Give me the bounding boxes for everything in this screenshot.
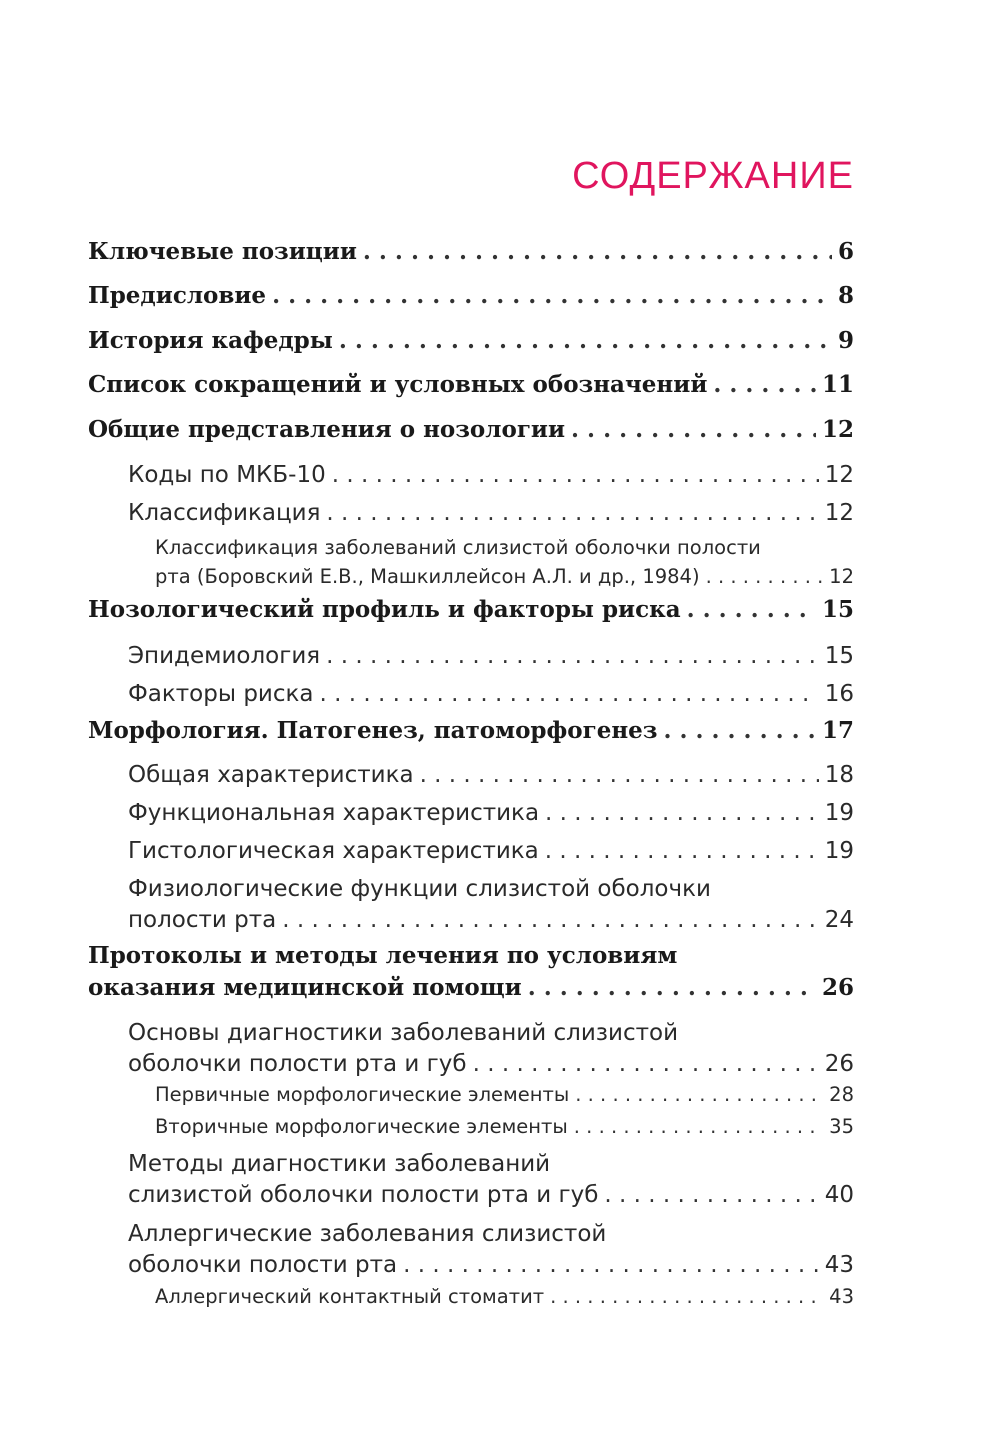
- toc-page-number: 12: [821, 416, 854, 443]
- dot-leader: [320, 679, 819, 710]
- toc-page-number: 6: [837, 238, 854, 265]
- toc-page-number: 11: [821, 371, 854, 398]
- dot-leader: [550, 1282, 823, 1311]
- toc-page-number: 17: [821, 717, 854, 744]
- dot-leader: [528, 972, 816, 1004]
- toc-page-number: 35: [829, 1115, 854, 1138]
- dot-leader: [663, 715, 816, 747]
- toc-entry-title: Вторичные морфологические элементы: [155, 1115, 568, 1138]
- toc-entry-title-first-line: Классификация заболеваний слизистой оболочки полости: [155, 536, 761, 559]
- toc-entry-title-first-line: Аллергические заболевания слизистой: [128, 1221, 607, 1247]
- toc-entry-title: слизистой оболочки полости рта и губ: [128, 1182, 599, 1208]
- toc-entry-title: Общие представления о нозологии: [88, 416, 566, 443]
- toc-page-number: 43: [824, 1252, 854, 1278]
- toc-entry-title: Функциональная характеристика: [128, 800, 540, 826]
- dot-leader: [339, 325, 832, 357]
- dot-leader: [272, 280, 832, 312]
- dot-leader: [604, 1180, 818, 1211]
- toc-entry-level-1[interactable]: [88, 325, 854, 357]
- toc-page-number: 16: [824, 681, 854, 707]
- toc-entry-title: История кафедры: [88, 327, 333, 354]
- toc-entry-level-2[interactable]: [88, 760, 854, 791]
- toc-entry-title: Предисловие: [88, 282, 267, 309]
- toc-page-number: 28: [829, 1083, 854, 1106]
- dot-leader: [571, 414, 816, 446]
- toc-entry-level-2[interactable]: [88, 1149, 854, 1211]
- toc-entry-title: Ключевые позиции: [88, 238, 357, 265]
- toc-entry-title: оказания медицинской помощи: [88, 974, 522, 1001]
- toc-entry-level-1[interactable]: [88, 369, 854, 401]
- toc-entry-level-1[interactable]: [88, 236, 854, 268]
- toc-entry-level-2[interactable]: [88, 836, 854, 867]
- toc-entry-level-3[interactable]: [88, 1112, 854, 1141]
- toc-entry-level-2[interactable]: [88, 641, 854, 672]
- dot-leader: [574, 1112, 823, 1141]
- toc-entry-title: Аллергический контактный стоматит: [155, 1285, 545, 1308]
- dot-leader: [687, 594, 816, 626]
- toc-entry-title: полости рта: [128, 907, 277, 933]
- toc-entry-title: Факторы риска: [128, 681, 314, 707]
- toc-page-number: 19: [824, 800, 854, 826]
- toc-page-number: 40: [824, 1182, 854, 1208]
- page-title: СОДЕРЖАНИЕ: [572, 155, 854, 197]
- toc-page-number: 8: [837, 282, 854, 309]
- toc-page-number: 26: [821, 974, 854, 1001]
- toc-entry-level-1[interactable]: [88, 594, 854, 626]
- dot-leader: [545, 836, 819, 867]
- toc-page-number: 15: [824, 643, 854, 669]
- toc-page-number: 18: [824, 762, 854, 788]
- dot-leader: [403, 1250, 819, 1281]
- toc-entry-level-1[interactable]: [88, 715, 854, 747]
- toc-entry-level-1[interactable]: [88, 280, 854, 312]
- toc-entry-title-first-line: Основы диагностики заболеваний слизистой: [128, 1020, 679, 1046]
- toc-entry-title: Коды по МКБ-10: [128, 462, 326, 488]
- toc-entry-level-1[interactable]: [88, 940, 854, 1004]
- dot-leader: [326, 641, 819, 672]
- toc-entry-level-2[interactable]: [88, 798, 854, 829]
- toc-page-number: 19: [824, 838, 854, 864]
- toc-entry-level-2[interactable]: [88, 460, 854, 491]
- toc-page-number: 15: [821, 596, 854, 623]
- toc-entry-title: Список сокращений и условных обозначений: [88, 371, 708, 398]
- toc-entry-title: оболочки полости рта: [128, 1252, 398, 1278]
- toc-page-number: 12: [829, 565, 854, 588]
- toc-entry-level-1[interactable]: [88, 414, 854, 446]
- dot-leader: [363, 236, 832, 268]
- dot-leader: [282, 905, 818, 936]
- toc-entry-level-2[interactable]: [88, 679, 854, 710]
- dot-leader: [332, 460, 819, 491]
- dot-leader: [575, 1080, 823, 1109]
- toc-entry-level-2[interactable]: [88, 874, 854, 936]
- dot-leader: [326, 498, 818, 529]
- toc-entry-level-2[interactable]: [88, 1219, 854, 1281]
- toc-page-number: 9: [837, 327, 854, 354]
- dot-leader: [545, 798, 819, 829]
- toc-entry-title: Эпидемиология: [128, 643, 321, 669]
- toc-page-number: 26: [824, 1051, 854, 1077]
- toc-entry-title: Нозологический профиль и факторы риска: [88, 596, 681, 623]
- toc-entry-title-first-line: Физиологические функции слизистой оболочки: [128, 876, 711, 902]
- toc-entry-title: рта (Боровский Е.В., Машкиллейсон А.Л. и др., 1984): [155, 565, 700, 588]
- toc-entry-level-3[interactable]: [88, 1282, 854, 1311]
- toc-page-number: 12: [824, 462, 854, 488]
- toc-entry-level-2[interactable]: [88, 498, 854, 529]
- toc-entry-title: Гистологическая характеристика: [128, 838, 539, 864]
- toc-entry-title-first-line: Методы диагностики заболеваний: [128, 1151, 551, 1177]
- toc-entry-title-first-line: Протоколы и методы лечения по условиям: [88, 942, 678, 969]
- toc-entry-title: Первичные морфологические элементы: [155, 1083, 570, 1106]
- dot-leader: [706, 562, 824, 591]
- toc-entry-title: Классификация: [128, 500, 321, 526]
- toc-entry-title: Морфология. Патогенез, патоморфогенез: [88, 717, 658, 744]
- toc-entry-title: оболочки полости рта и губ: [128, 1051, 467, 1077]
- dot-leader: [713, 369, 816, 401]
- toc-page-number: 12: [824, 500, 854, 526]
- dot-leader: [420, 760, 819, 791]
- toc-page-number: 24: [824, 907, 854, 933]
- toc-entry-level-3[interactable]: [88, 533, 854, 591]
- toc-entry-level-2[interactable]: [88, 1018, 854, 1080]
- dot-leader: [473, 1049, 819, 1080]
- toc-page-number: 43: [829, 1285, 854, 1308]
- toc-entry-title: Общая характеристика: [128, 762, 414, 788]
- toc-entry-level-3[interactable]: [88, 1080, 854, 1109]
